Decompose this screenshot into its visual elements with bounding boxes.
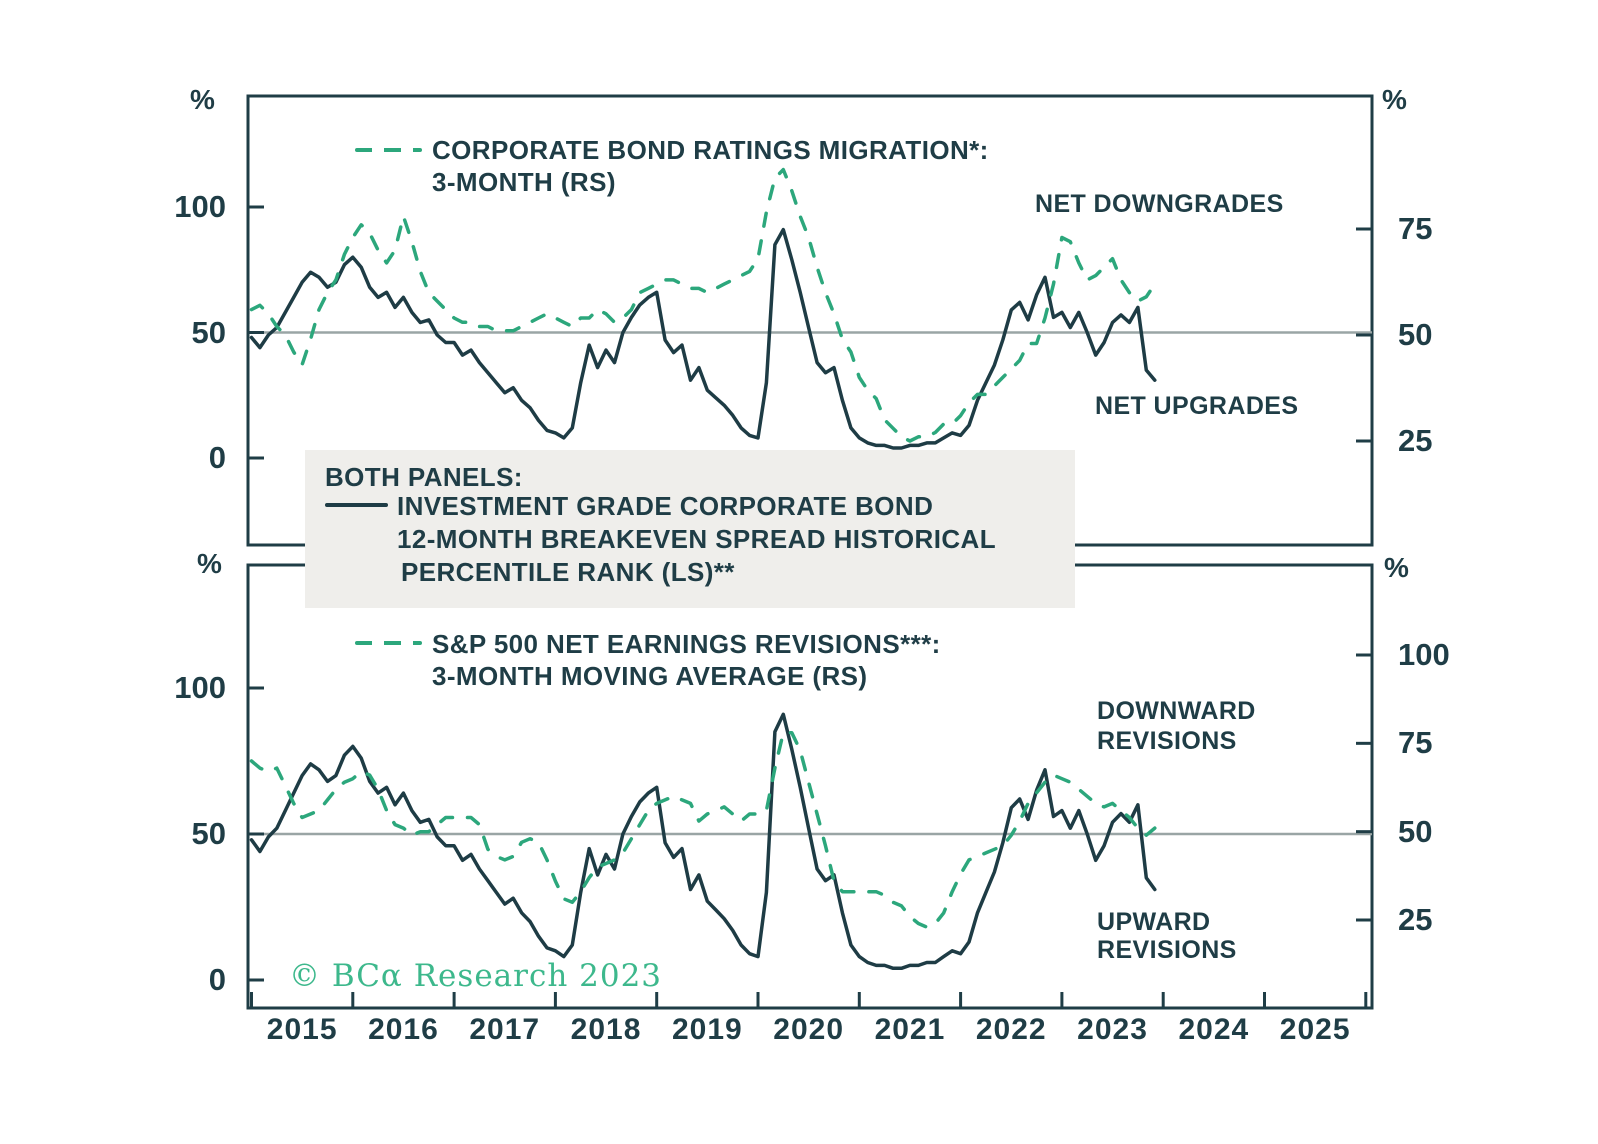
top-left-axis-unit: % [190, 84, 216, 115]
net-upgrades-label: NET UPGRADES [1095, 392, 1299, 420]
bottom-left-axis-unit: % [197, 548, 223, 579]
upward-revisions-label-line1: UPWARD [1097, 908, 1211, 936]
shared-legend-line1: INVESTMENT GRADE CORPORATE BOND [397, 491, 934, 521]
x-axis-year-label: 2020 [773, 1013, 845, 1046]
x-axis-year-label: 2016 [368, 1013, 439, 1046]
bottom-legend-line1: S&P 500 NET EARNINGS REVISIONS***: [432, 629, 941, 659]
x-axis-year-label: 2021 [874, 1013, 946, 1046]
top-legend-line1: CORPORATE BOND RATINGS MIGRATION*: [432, 135, 989, 165]
bottom-right-axis-tick-label: 100 [1398, 637, 1450, 672]
x-axis-year-label: 2017 [469, 1013, 541, 1046]
bottom-left-axis-tick-label: 100 [174, 670, 226, 705]
downward-revisions-label-line2: REVISIONS [1097, 727, 1237, 755]
solid-line-legend-swatch [325, 503, 388, 507]
bottom-left-axis-tick-label: 50 [191, 816, 226, 851]
x-axis-year-label: 2023 [1077, 1013, 1148, 1046]
shared-legend-line2: 12-MONTH BREAKEVEN SPREAD HISTORICAL [397, 524, 996, 554]
bottom-solid-series-path [252, 714, 1155, 968]
dashed-line-legend-swatch-top [355, 148, 422, 152]
bottom-legend-line2: 3-MONTH MOVING AVERAGE (RS) [432, 661, 868, 691]
top-right-axis-unit: % [1382, 84, 1408, 115]
x-axis-year-label: 2022 [975, 1013, 1047, 1046]
net-downgrades-label: NET DOWNGRADES [1035, 190, 1284, 218]
dashed-line-legend-swatch-bottom [355, 641, 422, 645]
top-left-axis-tick-label: 0 [208, 440, 226, 475]
shared-legend-line3: PERCENTILE RANK (LS)** [401, 557, 735, 587]
bottom-right-axis-tick-label: 50 [1398, 813, 1433, 849]
both-panels-title: BOTH PANELS: [325, 462, 523, 492]
top-left-axis-tick-label: 50 [191, 314, 226, 350]
x-axis-year-label: 2015 [266, 1013, 338, 1046]
top-right-axis-tick-label: 50 [1398, 317, 1433, 352]
top-left-axis-tick-label: 100 [174, 189, 226, 224]
bottom-right-axis-tick-label: 25 [1398, 902, 1433, 937]
top-legend-line2: 3-MONTH (RS) [432, 167, 616, 197]
copyright-notice: © BCα Research 2023 [289, 958, 663, 994]
downward-revisions-label-line1: DOWNWARD [1097, 697, 1256, 725]
bottom-dashed-series-path [252, 733, 1155, 927]
top-right-axis-tick-label: 25 [1398, 423, 1433, 458]
x-axis-year-label: 2018 [570, 1013, 642, 1046]
bottom-right-axis-unit: % [1384, 552, 1410, 583]
upward-revisions-label-line2: REVISIONS [1097, 936, 1237, 964]
bottom-right-axis-tick-label: 75 [1398, 725, 1433, 761]
top-right-axis-tick-label: 75 [1398, 211, 1433, 246]
x-axis-year-label: 2019 [671, 1013, 743, 1046]
x-axis-year-label: 2025 [1279, 1013, 1351, 1046]
x-axis-year-label: 2024 [1178, 1013, 1250, 1046]
bottom-left-axis-tick-label: 0 [208, 962, 226, 997]
